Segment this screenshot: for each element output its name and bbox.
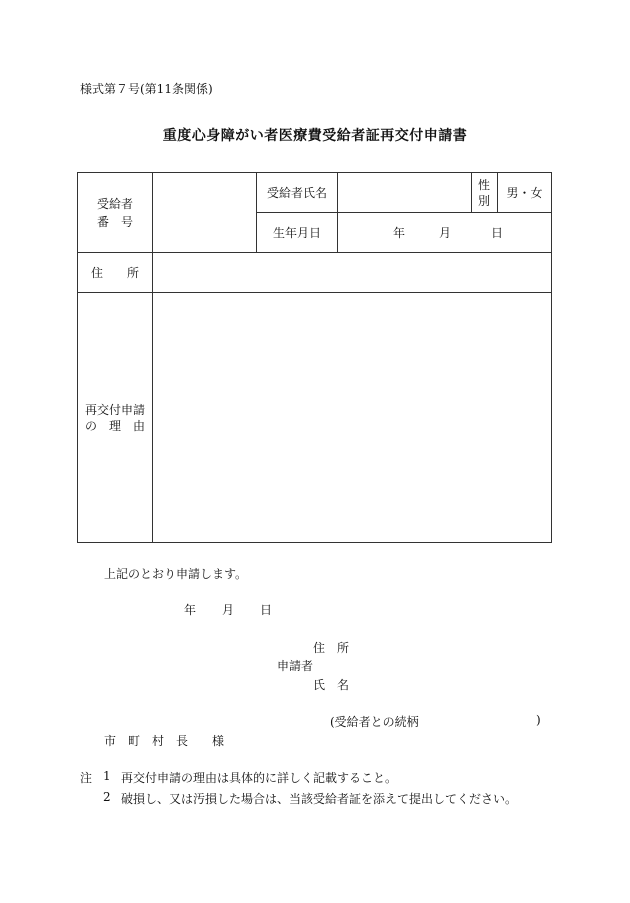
address-label: 住 所: [78, 253, 153, 293]
reissue-reason-label: 再交付申請 の 理 由: [78, 293, 153, 543]
form-number: 様式第７号(第11条関係): [80, 82, 213, 96]
address-field[interactable]: [153, 253, 552, 293]
recipient-name-label: 受給者氏名: [257, 173, 338, 213]
note-mark: 注: [80, 771, 93, 785]
note-2-number: 2: [103, 790, 111, 804]
note-1-number: 1: [103, 769, 111, 783]
birthdate-field[interactable]: [338, 213, 552, 253]
birthdate-month: 月: [439, 226, 452, 240]
relationship-close-paren: ): [536, 713, 541, 727]
relationship-label: (受給者との続柄: [330, 715, 419, 729]
applicant-address-label: 住 所: [313, 641, 350, 655]
date-year: 年: [184, 603, 197, 617]
gender-field[interactable]: 男・女: [498, 173, 552, 213]
recipient-number-field[interactable]: [153, 173, 257, 253]
date-day: 日: [260, 603, 273, 617]
note-1-text: 再交付申請の理由は具体的に詳しく記載すること。: [121, 771, 398, 785]
birthdate-label: 生年月日: [257, 213, 338, 253]
note-2-text: 破損し、又は汚損した場合は、当該受給者証を添えて提出してください。: [121, 792, 518, 806]
birthdate-year: 年: [393, 226, 406, 240]
addressee: 市 町 村 長 様: [104, 734, 225, 748]
gender-label: 性 別: [472, 173, 498, 213]
recipient-number-label: 受給者 番 号: [78, 173, 153, 253]
reissue-reason-field[interactable]: [153, 293, 552, 543]
date-month: 月: [222, 603, 235, 617]
application-form-table: [77, 172, 552, 543]
recipient-name-field[interactable]: [338, 173, 472, 213]
birthdate-day: 日: [491, 226, 504, 240]
applicant-name-label: 氏 名: [313, 678, 350, 692]
applicant-label: 申請者: [277, 659, 314, 673]
application-statement: 上記のとおり申請します。: [104, 567, 248, 581]
document-title: 重度心身障がい者医療費受給者証再交付申請書: [162, 128, 468, 144]
application-date: [184, 601, 272, 618]
